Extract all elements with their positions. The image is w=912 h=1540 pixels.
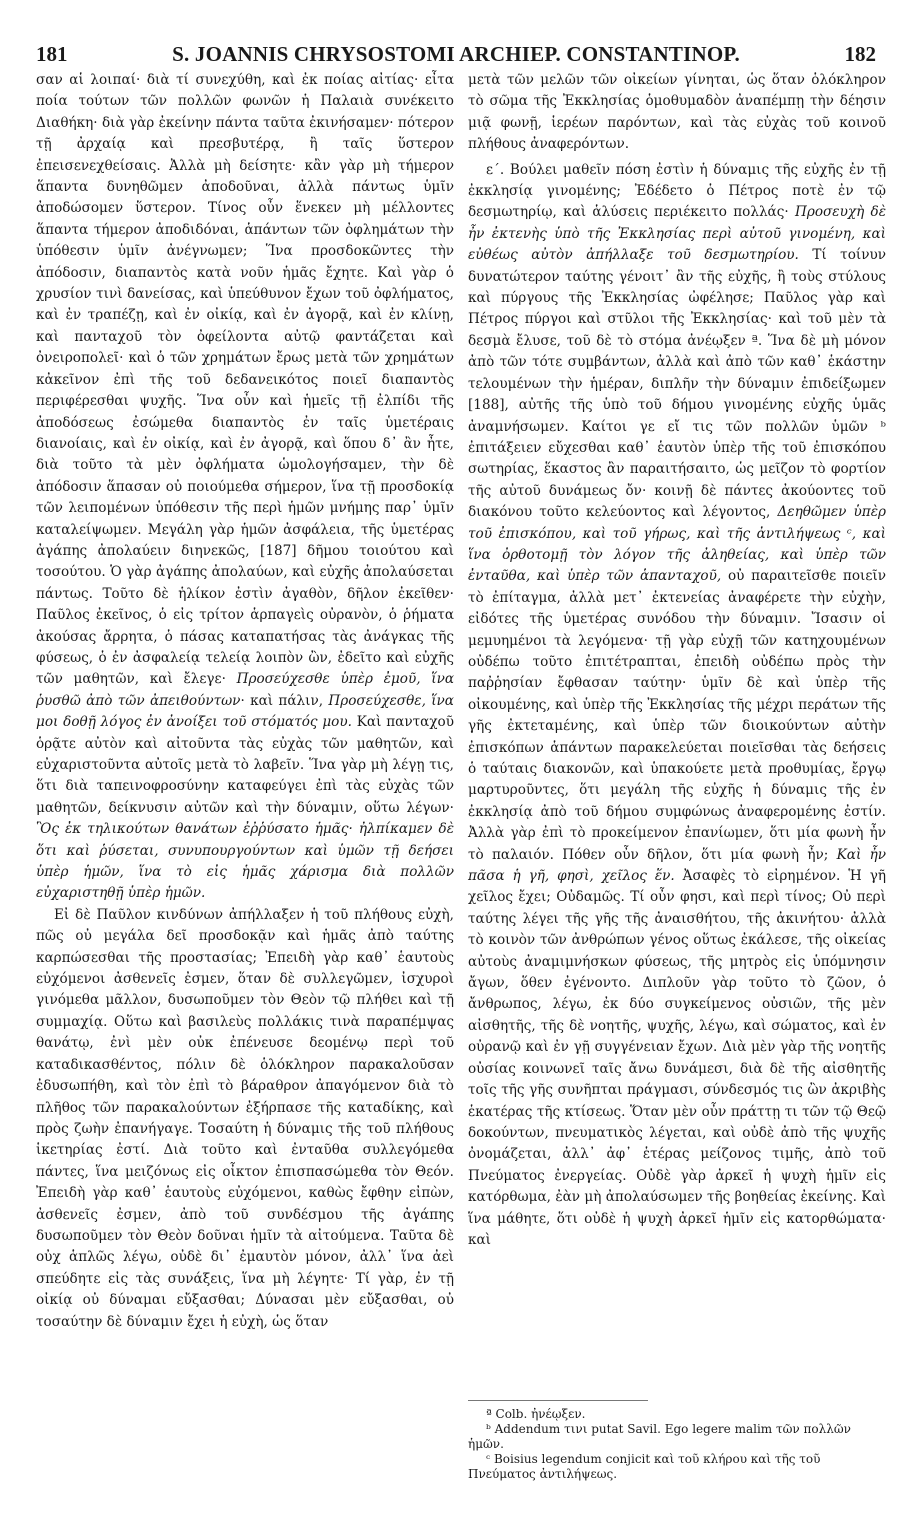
footnote-c: ᶜ Boisius legendum conjicit καὶ τοῦ κλήρου καὶ τῆς τοῦ Πνεύματος ἀντιλήψεως. [468, 1452, 821, 1481]
quote-italic: Ὃς ἐκ τηλικούτων θανάτων ἐῤῥύσατο ἡμᾶς· ἠλπίκαμεν δὲ ὅτι καὶ ῥύσεται, συνυπουργούντων καὶ ὑμῶν τῇ δεήσει ὑπὲρ ἡμῶν, ἵνα τὸ εἰς ἡμᾶς χάρισμα διὰ πολλῶν εὐχαριστηθῇ ὑπὲρ ἡμῶν. [36, 821, 454, 902]
left-text-1: σαν αἱ λοιπαί· διὰ τί συνεχύθη, καὶ ἐκ ποίας αἰτίας· εἶτα ποία τούτων τῶν πολλῶν φωνῶν ἡ Παλαιὰ συνέκειτο Διαθήκη· διὰ γὰρ ἐκείνην πάντα ταῦτα ἐκινήσαμεν· πότερον τῇ ἀρχαίᾳ καὶ πρεσβυτέρᾳ, ἢ ταῖς ὕστερον ἐπεισενεχθείσαις. Ἀλλὰ μὴ δείσητε· κἂν γὰρ μὴ τήμερον ἅπαντα δυνηθῶμεν ἀποδοῦναι, ἀλλὰ πάντως ὑμῖν ἀποδώσομεν ὕστερον. Τίνος οὖν ἕνεκεν μὴ μέλλοντες ἅπαντα τήμερον ἀποδιδόναι, ἁπάντων τῶν ὀφλημάτων τὴν ὑπόθεσιν ὑμῖν ἀνέγνωμεν; Ἵνα προσδοκῶντες τὴν ἀπόδοσιν, διαπαντὸς κατὰ νοῦν ἡμᾶς ἔχητε. Καὶ γὰρ ὁ χρυσίον τινὶ δανείσας, καὶ ὑπεύθυνον ἔχων τοῦ ὀφλήματος, καὶ ἐν τραπέζῃ, καὶ ἐν οἰκίᾳ, καὶ ἐν ἀγορᾷ, καὶ ἐν κλίνῃ, καὶ πανταχοῦ τὸν ὀφείλοντα αὐτῷ φαντάζεται καὶ ὀνειροπολεῖ· καὶ ὁ τῶν χρημάτων ἔρως μετὰ τῶν χρημάτων κἀκεῖνον ἐπὶ τῆς τοῦ δεδανεικότος ποιεῖ διαπαντὸς περιφέρεσθαι ψυχῆς. Ἵνα οὖν καὶ ἡμεῖς τῇ ἐλπίδι τῆς ἀποδόσεως ἐσώμεθα διαπαντὸς ἐν ταῖς ὑμετέραις διανοίαις, καὶ ἐν οἰκίᾳ, καὶ ἐν ἀγορᾷ, καὶ ὅπου δ᾽ ἂν ἦτε, διὰ τοῦτο τὰ μὲν ὀφλήματα ὡμολογήσαμεν, τὴν δὲ ἀπόδοσιν ἅπασαν οὐ ποιούμεθα σήμερον, ἵνα τῇ προσδοκίᾳ τῶν λειπομένων ὑπόθεσιν τῆς περὶ ἡμῶν μνήμης παρ᾽ ὑμῖν καταλείψωμεν. Μεγάλη γὰρ ἡμῶν ἀσφάλεια, τῆς ὑμετέρας ἀγάπης ἀπολαύειν διηνεκῶς, [187] δῆμου τοιούτου καὶ τοσούτου. Ὁ γὰρ ἀγάπης ἀπολαύων, καὶ εὐχῆς ἀπολαύσεται πάντως. Τοῦτο δὲ ἡλίκον ἐστὶν ἀγαθὸν, δῆλον ἐκεῖθεν· Παῦλος ἐκεῖνος, ὁ εἰς τρίτον ἁρπαγεὶς οὐρανὸν, ὁ ῥήματα ἀκούσας ἄρρητα, ὁ πάσας καταπατήσας τὰς ἀνάγκας τῆς φύσεως, ὁ ἐν ἀσφαλείᾳ τελείᾳ λοιπὸν ὢν, ἐδεῖτο καὶ εὐχῆς τῶν μαθητῶν, καὶ ἔλεγε· [36, 72, 455, 688]
page-number-right: 182 [844, 42, 876, 66]
quote-italic: Προσευχὴ δὲ ἦν ἐκτενὴς ὑπὸ τῆς Ἐκκλησίας περὶ αὐτοῦ γινομένη, καὶ εὐθέως αὐτὸν ἀπήλλαξε τοῦ δεσμωτηρίου. [468, 204, 887, 264]
left-paragraph-2: Εἰ δὲ Παῦλον κινδύνων ἀπήλλαξεν ἡ τοῦ πλήθους εὐχὴ, πῶς οὐ μεγάλα δεῖ προσδοκᾷν καὶ ἡμᾶς ἀπὸ ταύτης καρπώσεσθαι τῆς προστασίας; Ἐπειδὴ γὰρ καθ᾽ ἑαυτοὺς εὐχόμενοι ἀσθενεῖς ἐσμεν, ὅταν δὲ συλλεγῶμεν, ἰσχυροὶ γινόμεθα μᾶλλον, δυσωποῦμεν τὸν Θεὸν τῷ πλήθει καὶ τῇ συμμαχίᾳ. Οὕτω καὶ βασιλεὺς πολλάκις τινὰ παραπέμψας θανάτῳ, ἐνὶ μὲν οὐκ ἐπένευσε δεομένῳ περὶ τοῦ καταδικασθέντος, πόλιν δὲ ὁλόκληρον παρακαλοῦσαν ἐδυσωπήθη, καὶ τὸν ἐπὶ τὸ βάραθρον ἀπαγόμενον διὰ τὸ πλῆθος τῶν παρακαλούντων ἐξήρπασε τῆς καταδίκης, καὶ πρὸς ζωὴν ἐπανήγαγε. Τοσαύτη ἡ δύναμις τῆς τοῦ πλήθους ἱκετηρίας ἐστί. Διὰ τοῦτο καὶ ἐνταῦθα συλλεγόμεθα πάντες, ἵνα μειζόνως εἰς οἶκτον ἐπισπασώμεθα τὸν Θεόν. Ἐπειδὴ γὰρ καθ᾽ ἑαυτοὺς εὐχόμενοι, καθὼς ἔφθην εἰπὼν, ἀσθενεῖς ἐσμεν, ἀπὸ τοῦ συνδέσμου τῆς ἀγάπης δυσωποῦμεν τὸν Θεὸν δοῦναι ἡμῖν τὰ αἰτούμενα. Ταῦτα δὲ οὐχ ἁπλῶς λέγω, οὐδὲ δι᾽ ἐμαυτὸν μόνον, ἀλλ᾽ ἵνα ἀεὶ σπεύδητε εἰς τὰς συνάξεις, ἵνα μὴ λέγητε· Τί γὰρ, ἐν τῇ οἰκίᾳ οὐ δύναμαι εὔξασθαι; Δύνασαι μὲν εὔξασθαι, οὐ τοσαύτην δὲ δύναμιν ἔχει ἡ εὐχὴ, ὡς ὅταν [36, 906, 454, 1330]
right-paragraph-2 [468, 160, 886, 1252]
right-text-2: Τί τοίνυν δυνατώτερον ταύτης γένοιτ᾽ ἂν τῆς εὐχῆς, ἢ τοὺς στύλους καὶ πύργους τῆς Ἐκκλησίας ὠφέλησε; Παῦλος γὰρ καὶ Πέτρος πύργοι καὶ στῦλοι τῆς Ἐκκλησίας· καὶ τοῦ μὲν τὰ δεσμὰ ἔλυσε, τοῦ δὲ τὸ στόμα ἀνέῳξεν ª. Ἵνα δὲ μὴ μόνον ἀπὸ τῶν τότε συμβάντων, ἀλλὰ καὶ ἀπὸ τῶν καθ᾽ ἑκάστην τελουμένων τὴν ἡμέραν, διπλῆν τὴν δύναμιν ἐπιδείξωμεν [188], αὐτῆς τῆς ὑπὸ τοῦ δήμου γινομένης εὐχῆς ὑμᾶς ἀναμνήσωμεν. Καίτοι γε εἴ τις τῶν πολλῶν ὑμῶν ᵇ ἐπιτάξειεν εὔχεσθαι καθ᾽ ἑαυτὸν ὑπὲρ τῆς τοῦ ἐπισκόπου σωτηρίας, ἕκαστος ἂν παραιτήσαιτο, ὡς μεῖζον τὸ φορτίον τῆς αὐτοῦ δυνάμεως ὄν· κοινῇ δὲ πάντες ἀκούοντες τοῦ διακόνου τοῦτο κελεύοντος καὶ λέγοντος, [468, 247, 886, 521]
left-column [36, 70, 454, 1333]
quote-italic: Προσεύχεσθε, ἵνα μοι δοθῇ λόγος ἐν ἀνοίξει τοῦ στόματός μου. [36, 692, 454, 731]
right-column [468, 70, 886, 1251]
quote-italic: Δεηθῶμεν ὑπὲρ τοῦ ἐπισκόπου, καὶ τοῦ γήρως, καὶ τῆς ἀντιλήψεως ᶜ, καὶ ἵνα ὀρθοτομῇ τὸν λόγον τῆς ἀληθείας, καὶ ὑπὲρ τῶν ἐνταῦθα, καὶ ὑπὲρ τῶν ἁπανταχοῦ, [468, 504, 886, 585]
footnote-rule [468, 1400, 648, 1401]
right-text-1: ε΄. Βούλει μαθεῖν πόση ἐστὶν ἡ δύναμις τῆς εὐχῆς ἐν τῇ ἐκκλησίᾳ γινομένης; Ἐδέδετο ὁ Πέτρος ποτὲ ἐν τῷ δεσμωτηρίῳ, καὶ ἁλύσεις περιέκειτο πολλάς· [468, 161, 886, 221]
left-text-3: Καὶ πανταχοῦ ὁρᾷτε αὐτὸν καὶ αἰτοῦντα τὰς εὐχὰς τῶν μαθητῶν, καὶ εὐχαριστοῦντα αὐτοῖς μετὰ τὸ λαβεῖν. Ἵνα γὰρ μὴ λέγῃ τις, ὅτι διὰ ταπεινοφροσύνην καταφεύγει ἐπὶ τὰς εὐχὰς τῶν μαθητῶν, δείκνυσιν αὐτῶν καὶ τὴν δύναμιν, οὕτω λέγων· [36, 714, 455, 816]
right-text-4: Ἀσαφὲς τὸ εἰρημένον. Ἡ γῆ χεῖλος ἔχει; Οὐδαμῶς. Τί οὖν φησι, καὶ περὶ τίνος; Οὐ περὶ ταύτης λέγει τῆς γῆς τῆς ἀναισθήτου, τῆς ἀκινήτου· ἀλλὰ τὸ κοινὸν τῶν ἀνθρώπων γένος οὕτως ἐκάλεσε, τῆς οἰκείας αὐτοὺς ἀναμιμνήσκων φύσεως, τῆς μητρὸς εἰς ὑπόμνησιν ἄγων, ὅθεν ἐγένοντο. Διπλοῦν γὰρ τοῦτο τὸ ζῶον, ὁ ἄνθρωπος, λέγω, ἐκ δύο συγκείμενος οὐσιῶν, τῆς μὲν αἰσθητῆς, τῆς δὲ νοητῆς, ψυχῆς, λέγω, καὶ σώματος, καὶ ἐν οὐρανῷ καὶ ἐν γῇ συγγένειαν ἔχων. Διὰ μὲν γὰρ τῆς νοητῆς οὐσίας κοινωνεῖ ταῖς ἄνω δυνάμεσι, διὰ δὲ τῆς αἰσθητῆς τοῖς τῆς γῆς συνῆπται πράγμασι, σύνδεσμός τις ὢν ἀκριβὴς ἑκατέρας τῆς κτίσεως. Ὅταν μὲν οὖν πράττῃ τι τῶν τῷ Θεῷ δοκούντων, πνευματικὸς λέγεται, καὶ οὐδὲ ἀπὸ τῆς ψυχῆς ὀνομάζεται, ἀλλ᾽ ἀφ᾽ ἑτέρας μείζονος τιμῆς, ἀπὸ τοῦ Πνεύματος ἐνεργείας. Οὐδὲ γὰρ ἀρκεῖ ἡ ψυχὴ ἡμῖν εἰς κατόρθωμα, ἐὰν μὴ ἀπολαύσωμεν τῆς βοηθείας ἐκείνης. Καὶ ἵνα μάθητε, ὅτι οὐδὲ ἡ ψυχὴ ἀρκεῖ ἡμῖν εἰς κατορθώματα· καὶ [468, 868, 886, 1248]
page-header [36, 38, 876, 72]
right-text-3: οὐ παραιτεῖσθε ποιεῖν τὸ ἐπίταγμα, ἀλλὰ μετ᾽ ἐκτενείας ἀναφέρετε τὴν εὐχὴν, εἰδότες τῆς ὑμετέρας συνόδου τὴν δύναμιν. Ἴσασιν οἱ μεμυημένοι τὰ λεγόμενα· τῇ γὰρ εὐχῇ τῶν κατηχουμένων οὐδέπω τοῦτο ἐπιτέτραπται, ἐπειδὴ οὐδέπω πρὸς τὴν παῤῥησίαν ἔφθασαν ταύτην· ὑμῖν δὲ καὶ ὑπὲρ τῆς οἰκουμένης, καὶ ὑπὲρ τῆς Ἐκκλησίας τῆς μέχρι περάτων τῆς γῆς ἐκτεταμένης, καὶ ὑπὲρ τῶν διοικούντων αὐτὴν ἐπισκόπων ἁπάντων παρακελεύεται ποιεῖσθαι τὰς δεήσεις ὁ ταύταις διακονῶν, καὶ ὑπακούετε μετὰ προθυμίας, ἔργῳ μαρτυροῦντες, ὅτι μεγάλη τῆς εὐχῆς ἡ δύναμις τῆς ἐν ἐκκλησίᾳ ἀπὸ τοῦ δήμου συμφώνως ἀναφερομένης ἐστίν. Ἀλλὰ γὰρ ἐπὶ τὸ προκείμενον ἐπανίωμεν, ὅτι μία φωνὴ ἦν τὸ παλαιόν. Πόθεν οὖν δῆλον, ὅτι μία φωνὴ ἦν; [468, 568, 886, 863]
left-text-2: · καὶ πάλιν, [240, 692, 324, 709]
quote-italic: Προσεύχεσθε ὑπὲρ ἐμοῦ, ἵνα ῥυσθῶ ἀπὸ τῶν ἀπειθούντων [36, 671, 455, 709]
footnote-b: ᵇ Addendum τινι putat Savil. Ego legere malim τῶν πολλῶν ἡμῶν. [468, 1422, 851, 1451]
running-title: S. JOANNIS CHRYSOSTOMI ARCHIEP. CONSTANTINOP. [172, 42, 740, 66]
right-paragraph-1: μετὰ τῶν μελῶν τῶν οἰκείων γίνηται, ὡς ὅταν ὁλόκληρον τὸ σῶμα τῆς Ἐκκλησίας ὁμοθυμαδὸν ἀναπέμπῃ τὴν δέησιν μιᾷ φωνῇ, ἱερέων παρόντων, καὶ τὰς εὐχὰς τοῦ κοινοῦ πλήθους ἀναφερόντων. [468, 72, 886, 153]
footnote-a: ª Colb. ἠνέῳξεν. [486, 1407, 586, 1421]
footnotes [468, 1400, 886, 1482]
left-paragraph-1 [36, 70, 454, 905]
page-number-left: 181 [36, 42, 68, 66]
quote-italic: Καὶ ἦν πᾶσα ἡ γῆ, φησὶ, χεῖλος ἕν. [468, 846, 886, 885]
